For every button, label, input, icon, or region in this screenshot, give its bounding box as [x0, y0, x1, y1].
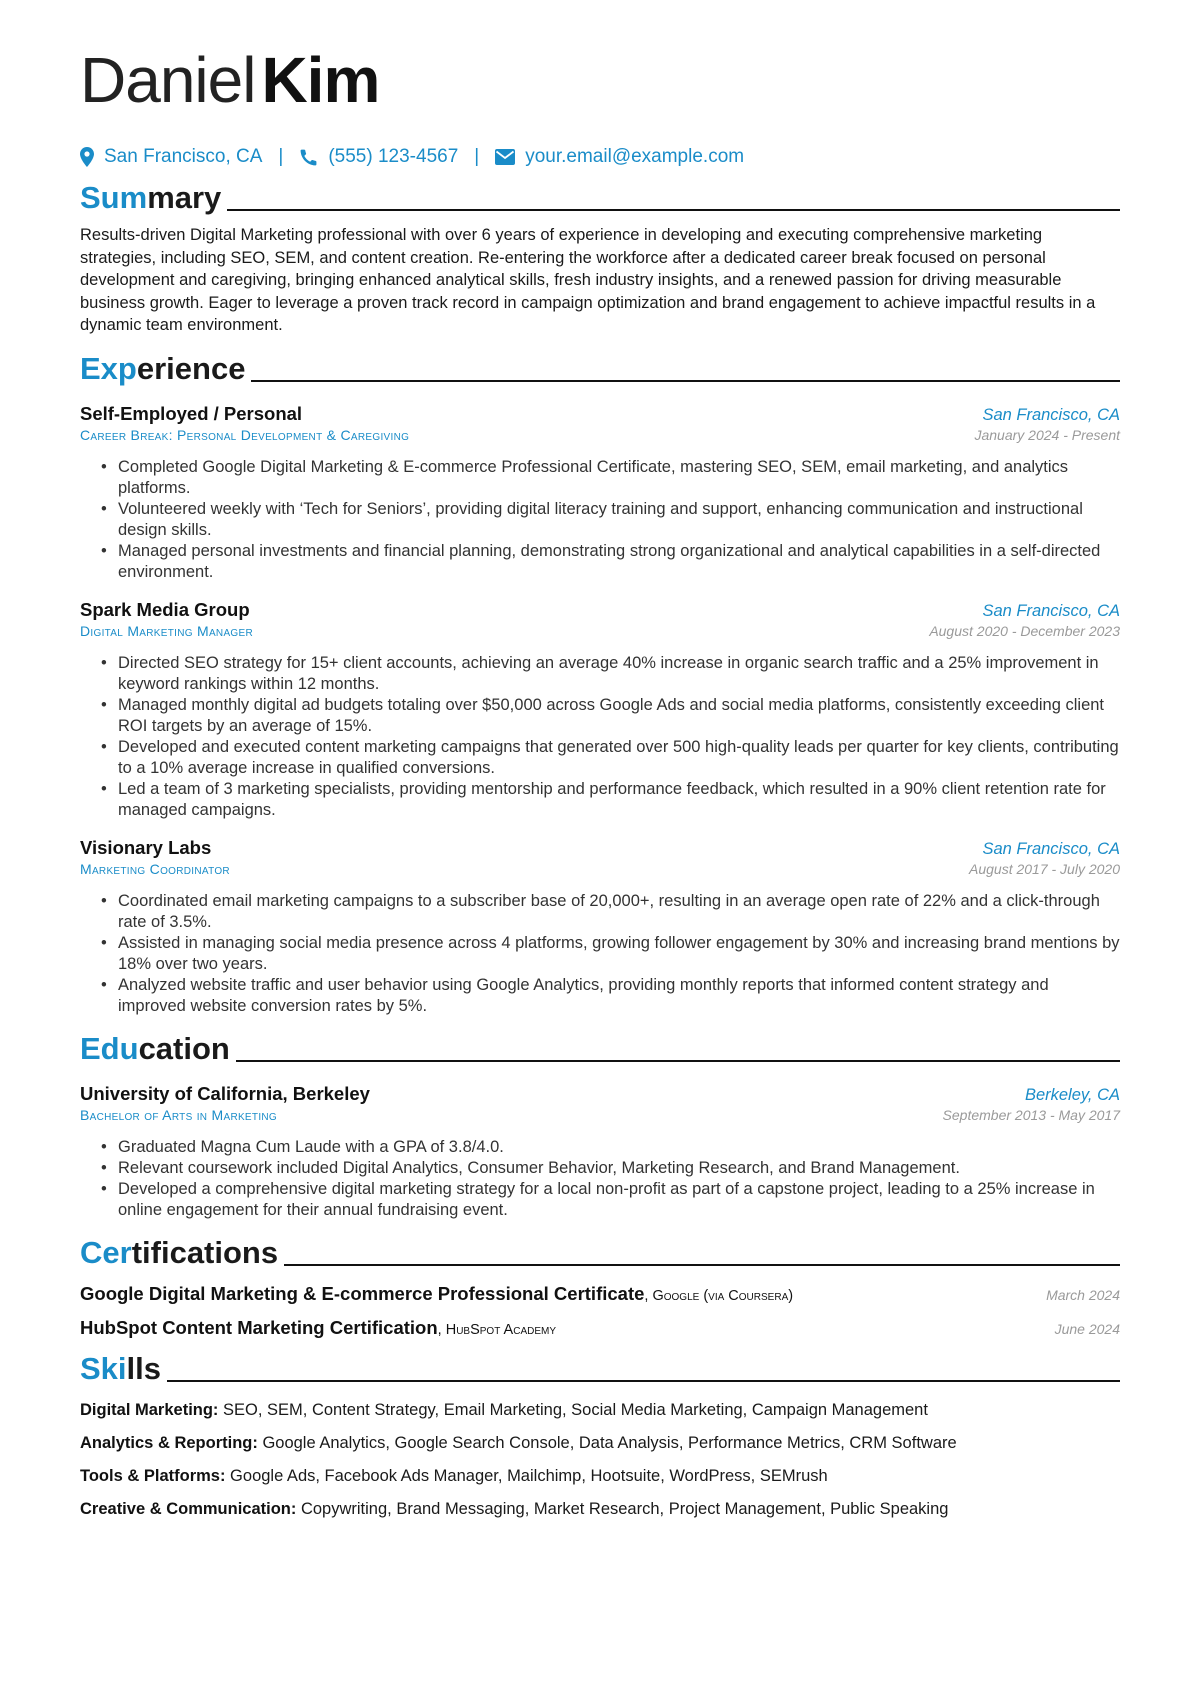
bullet-item: • Analyzed website traffic and user behavior using Google Analytics, providing monthly reports that informed content strategy and improved website conversion rates by 5%. — [118, 975, 1120, 1017]
phone-icon — [299, 148, 318, 167]
contact-bar — [80, 144, 1120, 170]
section-title: Skills — [80, 1350, 161, 1386]
entry-dates: September 2013 - May 2017 — [942, 1106, 1120, 1123]
degree-title: Bachelor of Arts in Marketing — [80, 1106, 277, 1123]
skill-row — [80, 1499, 1120, 1519]
employer-name: Visionary Labs — [80, 836, 212, 858]
location-text: San Francisco, CA — [104, 146, 263, 167]
certification-name: Google Digital Marketing & E-commerce Professional Certificate — [80, 1282, 645, 1304]
bullet-item: • Graduated Magna Cum Laude with a GPA of 3.8/4.0. — [118, 1137, 1120, 1158]
section-rule — [236, 1060, 1120, 1062]
bullet-item: • Relevant coursework included Digital Analytics, Consumer Behavior, Marketing Research, and Brand Management. — [118, 1158, 1120, 1179]
entry-dates: January 2024 - Present — [974, 426, 1120, 443]
experience-heading — [80, 351, 1120, 387]
job-title: Digital Marketing Manager — [80, 622, 253, 639]
entry-location: Berkeley, CA — [1024, 1085, 1120, 1104]
skill-row — [80, 1466, 1120, 1486]
education-entry — [80, 1083, 1120, 1221]
section-title: Education — [80, 1030, 230, 1066]
email-link[interactable]: your.email@example.com — [525, 146, 745, 167]
experience-entry — [80, 599, 1120, 821]
bullet-item: • Assisted in managing social media presence across 4 platforms, growing follower engagement by 30% and increasing brand mentions by 18% over two years. — [118, 933, 1120, 975]
experience-entry — [80, 403, 1120, 583]
job-title: Marketing Coordinator — [80, 860, 230, 877]
section-rule — [167, 1380, 1120, 1382]
skill-values: Google Ads, Facebook Ads Manager, Mailchimp, Hootsuite, WordPress, SEMrush — [225, 1466, 828, 1485]
bullet-item: • Volunteered weekly with ‘Tech for Seniors’, providing digital literacy training and support, enhancing communication and instructional design skills. — [118, 499, 1120, 541]
employer-name: Spark Media Group — [80, 598, 250, 620]
section-rule — [251, 380, 1120, 382]
certification-item — [80, 1317, 1120, 1339]
education-heading — [80, 1031, 1120, 1067]
entry-location: San Francisco, CA — [982, 601, 1120, 620]
skill-category: Creative & Communication: — [80, 1499, 297, 1518]
bullet-item: • Led a team of 3 marketing specialists, providing mentorship and performance feedback, which resulted in a 90% client retention rate for managed campaigns. — [118, 779, 1120, 821]
skill-values: SEO, SEM, Content Strategy, Email Marketing, Social Media Marketing, Campaign Management — [218, 1400, 928, 1419]
summary-text: Results-driven Digital Marketing professional with over 6 years of experience in developing and executing comprehensive marketing strategies, including SEO, SEM, and content creation. Re-entering the workforce after a dedicated career break focused on personal development and caregiving, bringing enhanced analytical skills, fresh industry insights, and a renewed passion for driving measurable business growth. Eager to leverage a proven track record in campaign optimization and brand engagement to achieve impactful results in a dynamic team environment. — [80, 226, 1096, 335]
certification-name: HubSpot Content Marketing Certification — [80, 1316, 438, 1338]
bullet-list — [80, 653, 1120, 821]
phone-text: (555) 123-4567 — [328, 146, 459, 167]
section-rule — [284, 1264, 1120, 1266]
certification-date: March 2024 — [1046, 1286, 1120, 1303]
section-title: Summary — [80, 180, 222, 215]
section-title: Certifications — [80, 1234, 279, 1270]
map-pin-icon — [80, 147, 94, 167]
section-rule — [227, 209, 1120, 211]
entry-location: San Francisco, CA — [982, 839, 1120, 858]
resume-page — [80, 40, 1120, 1519]
summary-heading — [80, 180, 1120, 216]
bullet-item: • Managed personal investments and financial planning, demonstrating strong organizational and analytical capabilities in a self-directed environment. — [118, 541, 1120, 583]
contact-location — [80, 146, 262, 168]
employer-name: Self-Employed / Personal — [80, 402, 303, 424]
skill-category: Analytics & Reporting: — [80, 1433, 258, 1452]
skill-category: Digital Marketing: — [80, 1400, 219, 1419]
last-name: Kim — [261, 44, 380, 116]
certification-date: June 2024 — [1054, 1320, 1120, 1337]
certification-issuer: , HubSpot Academy — [437, 1321, 557, 1338]
envelope-icon — [495, 149, 515, 165]
bullet-item: • Managed monthly digital ad budgets totaling over $50,000 across Google Ads and social media platforms, consistently exceeding client ROI targets by an average of 15%. — [118, 695, 1120, 737]
school-name: University of California, Berkeley — [80, 1082, 370, 1104]
contact-email[interactable] — [495, 146, 744, 168]
bullet-item: • Developed and executed content marketing campaigns that generated over 500 high-quality leads per quarter for key clients, contributing to a 10% average increase in qualified conversions. — [118, 737, 1120, 779]
skill-row — [80, 1433, 1120, 1453]
experience-entry — [80, 837, 1120, 1017]
entry-dates: August 2017 - July 2020 — [969, 860, 1120, 877]
certifications-heading — [80, 1235, 1120, 1271]
entry-dates: August 2020 - December 2023 — [929, 622, 1120, 639]
bullet-item: • Completed Google Digital Marketing & E-commerce Professional Certificate, mastering SEO, SEM, email marketing, and analytics platforms. — [118, 457, 1120, 499]
bullet-list — [80, 891, 1120, 1017]
contact-separator: | — [474, 146, 480, 167]
skill-values: Copywriting, Brand Messaging, Market Research, Project Management, Public Speaking — [296, 1499, 949, 1518]
bullet-item: • Coordinated email marketing campaigns to a subscriber base of 20,000+, resulting in an average open rate of 22% and a click-through rate of 3.5%. — [118, 891, 1120, 933]
certification-issuer: , Google (via Coursera) — [644, 1287, 794, 1304]
contact-separator: | — [278, 146, 284, 167]
skill-category: Tools & Platforms: — [80, 1466, 226, 1485]
certification-item — [80, 1283, 1120, 1305]
bullet-list — [80, 457, 1120, 583]
first-name: Daniel — [80, 44, 256, 116]
section-title: Experience — [80, 350, 246, 386]
skill-values: Google Analytics, Google Search Console, Data Analysis, Performance Metrics, CRM Software — [257, 1433, 957, 1452]
bullet-item: • Directed SEO strategy for 15+ client accounts, achieving an average 40% increase in organic search traffic and a 25% improvement in keyword rankings within 12 months. — [118, 653, 1120, 695]
bullet-item: • Developed a comprehensive digital marketing strategy for a local non-profit as part of a capstone project, leading to a 25% increase in online engagement for their annual fundraising event. — [118, 1179, 1120, 1221]
contact-phone[interactable] — [299, 146, 458, 168]
job-title: Career Break: Personal Development & Caregiving — [80, 426, 410, 443]
candidate-name — [80, 40, 1120, 122]
skills-heading — [80, 1351, 1120, 1387]
entry-location: San Francisco, CA — [982, 405, 1120, 424]
bullet-list — [80, 1137, 1120, 1221]
skill-row — [80, 1400, 1120, 1420]
